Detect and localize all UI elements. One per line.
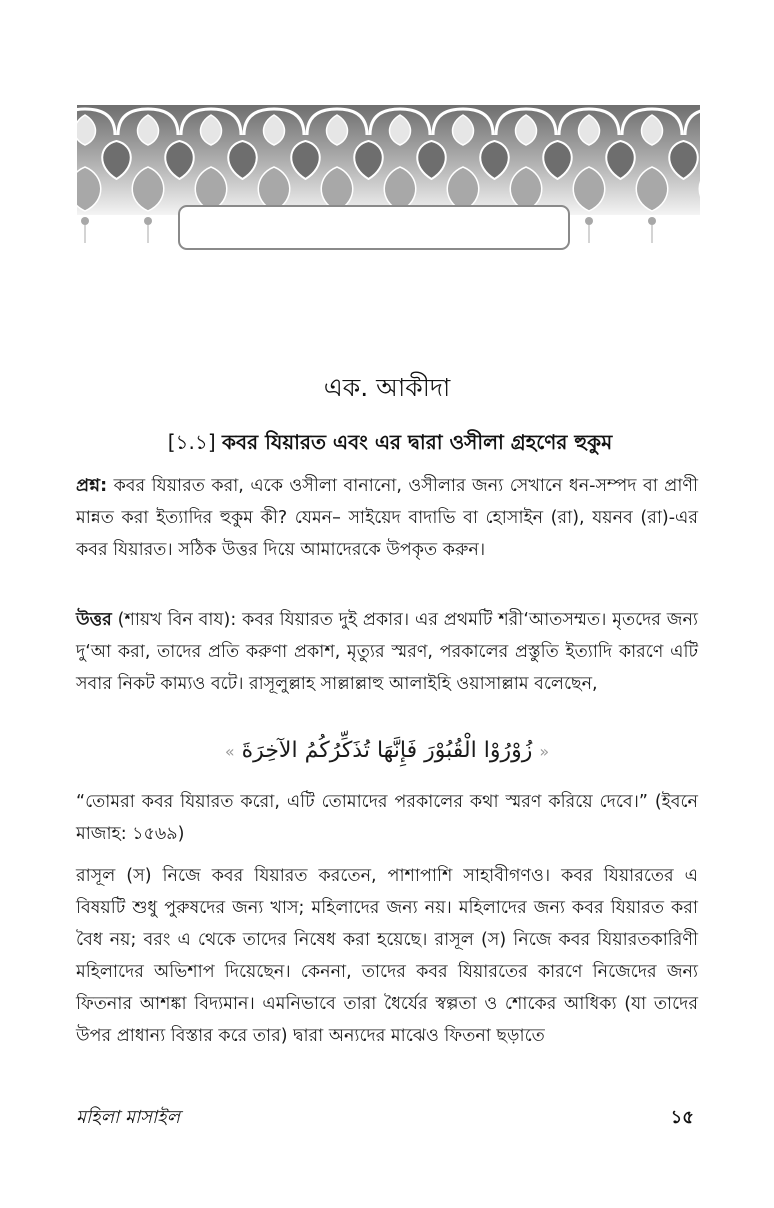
question-paragraph [76, 470, 698, 566]
footer-book-title: মহিলা মাসাইল [76, 1107, 181, 1128]
hadith-arabic [76, 738, 698, 763]
section-title: কবর যিয়ারত এবং এর দ্বারা ওসীলা গ্রহণের হুকুম [222, 430, 613, 454]
hadith-open-bracket: « [539, 742, 550, 761]
hadith-translation: “তোমরা কবর যিয়ারত করো, এটি তোমাদের পরকালের কথা স্মরণ করিয়ে দেবে।” (ইবনে মাজাহ: ১৫৬৯) [76, 792, 698, 844]
answer-paragraph [76, 604, 698, 700]
question-text: কবর যিয়ারত করা, একে ওসীলা বানানো, ওসীলার জন্য সেখানে ধন-সম্পদ বা প্রাণী মান্নত করা ইত্যাদির হুকুম কী? যেমন– সাইয়েদ বাদাভি বা হোসাইন (রা), যয়নব (রা)-এর কবর যিয়ারত। সঠিক উত্তর দিয়ে আমাদেরকে উপকৃত করুন। [76, 476, 698, 560]
question-label: প্রশ্ন: [76, 476, 108, 496]
chapter-title: এক. আকীদা [323, 373, 451, 402]
page-number: ১৫ [670, 1107, 694, 1128]
section-heading [70, 428, 710, 461]
answer-attribution: (শায়খ বিন বায): [117, 610, 237, 630]
answer-text: কবর যিয়ারত দুই প্রকার। এর প্রথমটি শরী‘আতসম্মত। মৃতদের জন্য দু‘আ করা, তাদের প্রতি করুণা প্রকাশ, মৃত্যুর স্মরণ, পরকালের প্রস্তুতি ইত্যাদি কারণে এটি সবার নিকট কাম্যও বটে। রাসূলুল্লাহ সাল্লাল্লাহু আলাইহি ওয়াসাল্লাম বলেছেন, [76, 610, 698, 694]
hadith-arabic-text: زُوْرُوْا الْقُبُوْرَ فَإِنَّهَا تُذَكِّرُكُمُ الآخِرَةَ [241, 738, 533, 763]
section-number: [১.১] [167, 430, 216, 454]
hadith-close-bracket: » [224, 742, 235, 761]
answer-label: উত্তর [76, 610, 112, 630]
body-paragraph: রাসূল (স) নিজে কবর যিয়ারত করতেন, পাশাপাশি সাহাবীগণও। কবর যিয়ারতের এ বিষয়টি শুধু পুরুষদের জন্য খাস; মহিলাদের জন্য নয়। মহিলাদের জন্য কবর যিয়ারত করা বৈধ নয়; বরং এ থেকে তাদের নিষেধ করা হয়েছে। রাসূল (স) নিজে কবর যিয়ারতকারিণী মহিলাদের অভিশাপ দিয়েছেন। কেননা, তাদের কবর যিয়ারতের কারণে নিজেদের জন্য ফিতনার আশঙ্কা বিদ্যমান। এমনিভাবে তারা ধৈর্যের স্বল্পতা ও শোকের আধিক্য (যা তাদের উপর প্রাধান্য বিস্তার করে তার) দ্বারা অন্যদের মাঝেও ফিতনা ছড়াতে [76, 866, 698, 1046]
chapter-title-box [178, 205, 570, 250]
